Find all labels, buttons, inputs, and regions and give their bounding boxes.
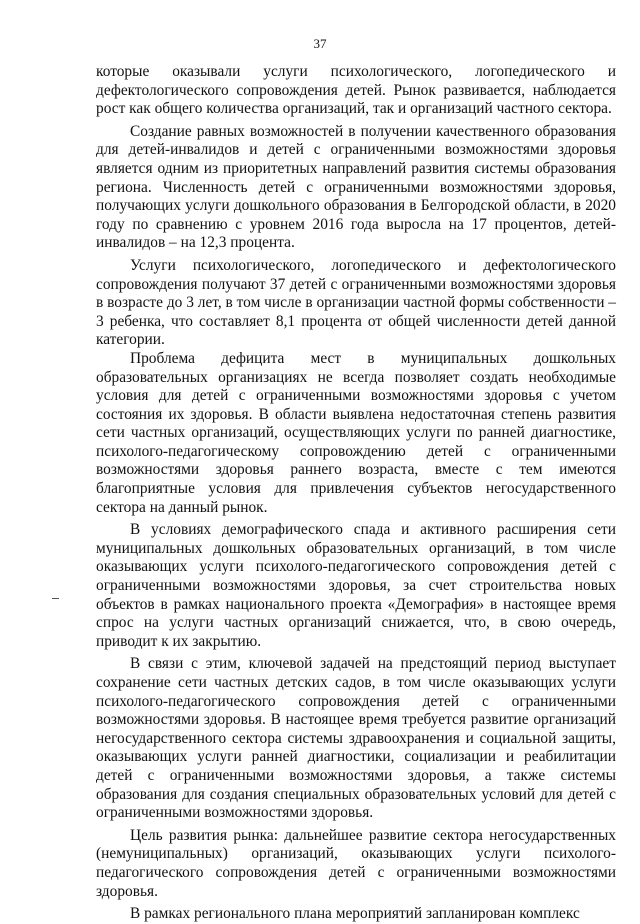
paragraph: Создание равных возможностей в получении качественного образования для детей-инвалидов и детей с ограниченными возможностями здоровья является одним из приоритетных направлений развития системы образования региона. Численность детей с ограниченными возможностями здоровья, получающих услуги дошкольного образования в Белгородской области, в 2020 году по сравнению с уровнем 2016 года выросла на 17 процентов, детей-инвалидов – на 12,3 процента.	[96, 122, 616, 252]
document-body	[96, 63, 616, 924]
paragraph: Проблема дефицита мест в муниципальных дошкольных образовательных организациях не всегда позволяет создать необходимые условия для детей с ограниченными возможностями здоровья с учетом состояния их здоровья. В области выявлена недостаточная степень развития сети частных организаций, осуществляющих услуги по ранней диагностике, психолого-педагогическому сопровождению детей с ограниченными возможностями здоровья раннего возраста, вместе с тем имеются благоприятные условия для привлечения субъектов негосударственного сектора на данный рынок.	[96, 349, 616, 516]
margin-mark	[52, 598, 59, 599]
paragraph: В рамках регионального плана мероприятий запланирован комплекс	[130, 905, 580, 923]
paragraph: Цель развития рынка: дальнейшее развитие сектора негосударственных (немуниципальных) организаций, оказывающих услуги психолого-педагогического сопровождения детей с ограниченными возможностями здоровья.	[96, 826, 616, 900]
paragraph: В связи с этим, ключевой задачей на предстоящий период выступает сохранение сети частных детских садов, в том числе оказывающих услуги психолого-педагогического сопровождения детей с ограниченными возможностями здоровья. В настоящее время требуется развитие организаций негосударственного сектора системы здравоохранения и социальной защиты, оказывающих услуги ранней диагностики, социализации и реабилитации детей с ограниченными возможностями здоровья, а также системы образования для создания специальных образовательных условий для детей с ограниченными возможностями здоровья.	[96, 655, 616, 822]
paragraph: Услуги психологического, логопедического и дефектологического сопровождения получают 37 детей с ограниченными возможностями здоровья в возрасте до 3 лет, в том числе в организации частной формы собственности – 3 ребенка, что составляет 8,1 процента от общей численности детей данной категории.	[96, 256, 616, 349]
page-number: 37	[313, 36, 327, 51]
paragraph: В условиях демографического спада и активного расширения сети муниципальных дошкольных образовательных организаций, в том числе оказывающих услуги психолого-педагогического сопровождения детей с ограниченными возможностями здоровья, за счет строительства новых объектов в рамках национального проекта «Демография» в настоящее время спрос на услуги частных организаций снижается, что, в свою очередь, приводит к их закрытию.	[96, 521, 616, 650]
paragraph: которые оказывали услуги психологического, логопедического и дефектологического сопровождения детей. Рынок развивается, наблюдается рост как общего количества организаций, так и организаций частного сектора.	[96, 63, 616, 118]
